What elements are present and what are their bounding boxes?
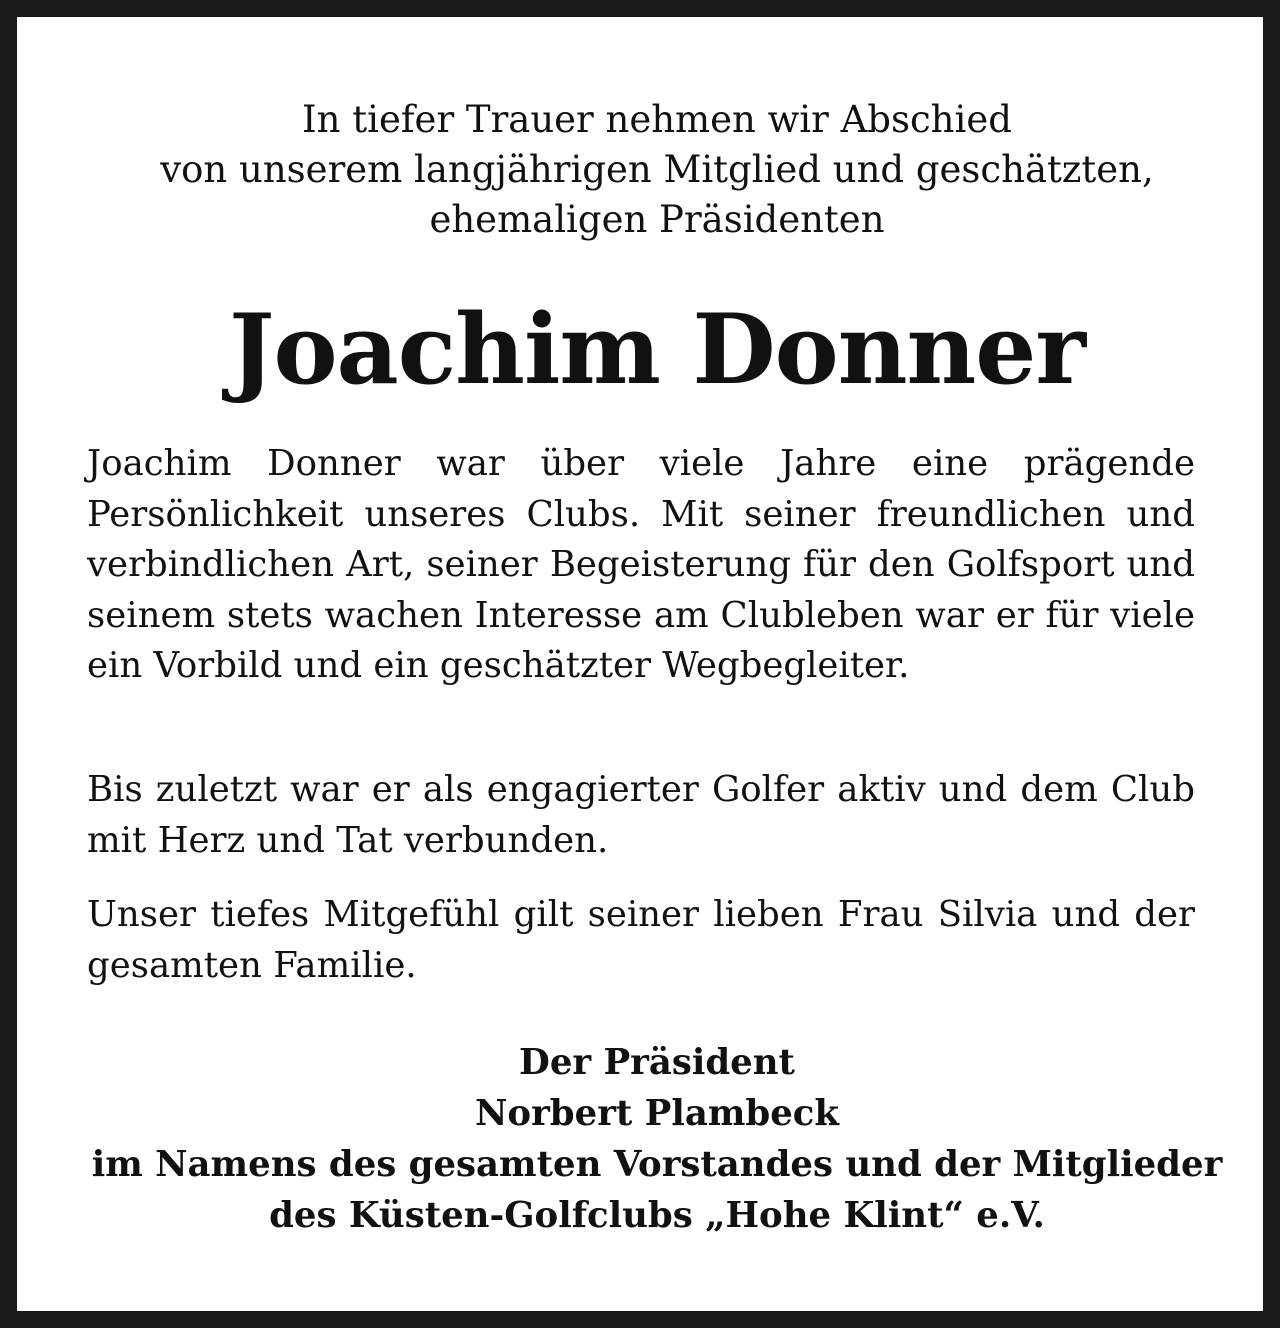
signature-title: Der Präsident — [519, 1042, 795, 1083]
intro-line-1: In tiefer Trauer nehmen wir Abschied — [302, 98, 1012, 141]
paragraph-activity: Bis zuletzt war er als engagierter Golfer aktiv und dem Club mit Herz und Tat verbunden. — [87, 769, 1195, 861]
intro-text — [77, 95, 1237, 245]
signature-club: des Küsten-Golfclubs „Hohe Klint“ e.V. — [269, 1195, 1045, 1236]
paragraph-condolence: Unser tiefes Mitgefühl gilt seiner lieben Frau Silvia und der gesamten Familie. — [87, 894, 1195, 986]
intro-line-3: ehemaligen Präsidenten — [429, 198, 885, 241]
signature-block — [57, 1037, 1257, 1241]
deceased-name: Joachim Donner — [229, 293, 1085, 406]
signature-on-behalf: im Namens des gesamten Vorstandes und der Mitglieder — [91, 1144, 1223, 1185]
intro-line-2: von unserem langjährigen Mitglied und geschätzten, — [160, 148, 1154, 191]
signature-name: Norbert Plambeck — [474, 1093, 840, 1134]
paragraph-tribute: Joachim Donner war über viele Jahre eine prägende Persönlichkeit unseres Clubs. Mit seiner freundlichen und verbindlichen Art, seiner Begeisterung für den Golfsport und seinem stets wachen Interesse am Clubleben war er für viele ein Vorbild und ein geschätzter Wegbegleiter. — [87, 443, 1195, 686]
